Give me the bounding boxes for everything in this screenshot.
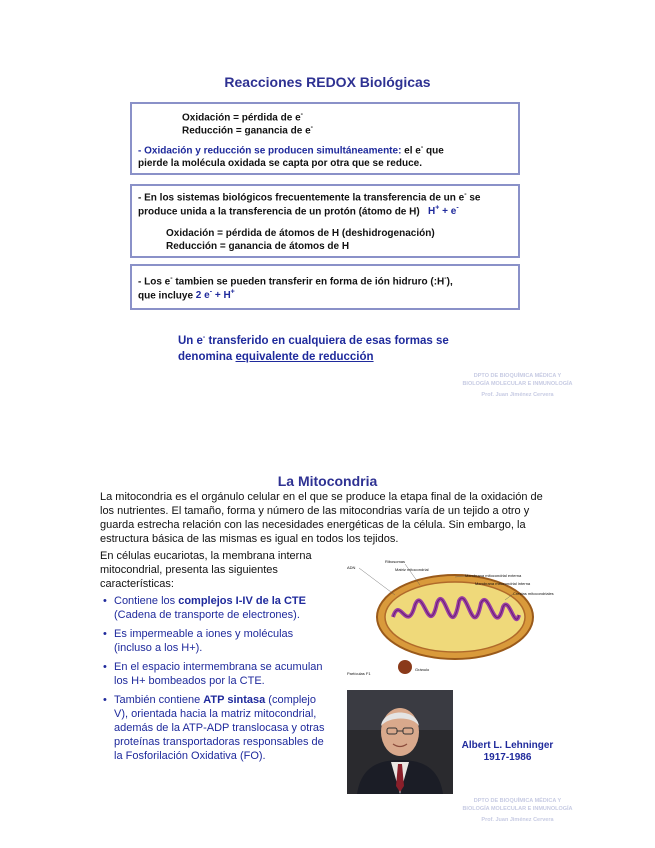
hydride-box [130,264,520,310]
membrane-features-list [100,594,325,768]
captured-line: pierde la molécula oxidada se capta por otra que se reduce. [138,158,422,169]
granule-shape [398,660,412,674]
mitochondria-intro: La mitocondria es el orgánulo celular en el que se produce la etapa final de la oxidación de los nutrientes. El tamaño, forma y número de las mitocondrias varía de un tejido a otro y guarda estrecha relación con las necesidades energéticas de la célula. Sin embargo, la estructura básica de las mismas es igual en todos los tejidos. [100,491,543,545]
proton-line2: produce unida a la transferencia de un protón (átomo de H) H+ + e- [138,205,459,218]
reduction-line: Reducción = ganancia de e- [182,124,313,137]
reducing-equivalent-term: equivalente de reducción [235,350,374,363]
mitochondrion-diagram [345,555,554,685]
label-cristae: Crestas mitocondriales [513,591,554,596]
hydride-line2: que incluye 2 e- + H+ [138,289,235,302]
label-outer-membrane: Membrana mitocondrial externa [465,573,522,578]
hydrogen-gain-line: Reducción = ganancia de átomos de H [166,241,350,252]
lehninger-photo [347,690,453,794]
list-item: • Es impermeable a iones y moléculas (incluso a los H+). [100,627,325,655]
list-item: • Contiene los complejos I-IV de la CTE (Cadena de transporte de electrones). [100,594,325,622]
dehydrogenation-line: Oxidación = pérdida de átomos de H (deshidrogenación) [166,228,435,239]
membrane-intro: En células eucariotas, la membrana interna mitocondrial, presenta las siguientes características: [100,550,312,590]
slide2-title: La Mitocondria [277,473,378,489]
watermark-1: DPTO DE BIOQUÍMICA MÉDICA Y BIOLOGÍA MOLECULAR E INMUNOLOGÍA Prof. Juan Jiménez Cervera [462,373,573,398]
hydride-line1: - Los e- tambien se pueden transferir en forma de ión hidruro (:H-), [138,275,453,288]
proton-transfer-box [130,184,520,258]
reducing-equivalent-summary: Un e- transferido en cualquiera de esas formas se denomina equivalente de reducción [178,334,449,363]
label-matrix: Matriz mitocondrial [395,567,429,572]
label-f1-particles: Partículas F1 [347,671,371,676]
label-adn: ADN [347,565,356,570]
watermark-2: DPTO DE BIOQUÍMICA MÉDICA Y BIOLOGÍA MOLECULAR E INMUNOLOGÍA Prof. Juan Jiménez Cervera [462,798,573,823]
label-inner-membrane: Membrana mitocondrial interna [475,581,531,586]
proton-line1: - En los sistemas biológicos frecuentemente la transferencia de un e- se [138,191,481,204]
list-item: • En el espacio intermembrana se acumulan los H+ bombeados por la CTE. [100,660,325,688]
simultaneous-line: - Oxidación y reducción se producen simultáneamente: el e- que [138,144,444,157]
label-ribosomes: Ribosomas [385,559,406,564]
oxidation-line: Oxidación = pérdida de e- [182,111,303,124]
lehninger-caption: Albert L. Lehninger 1917-1986 [461,740,554,763]
list-item: • También contiene ATP sintasa (complejo V), orientada hacia la matriz mitocondrial, además de la ATP-ADP translocasa y otras proteínas transportadoras responsables de la Fosforilación Oxidativa (FO). [100,693,325,763]
oxidation-definition-box [130,102,520,175]
label-granule: Gránulo [415,667,430,672]
slide1-title: Reacciones REDOX Biológicas [224,74,431,90]
